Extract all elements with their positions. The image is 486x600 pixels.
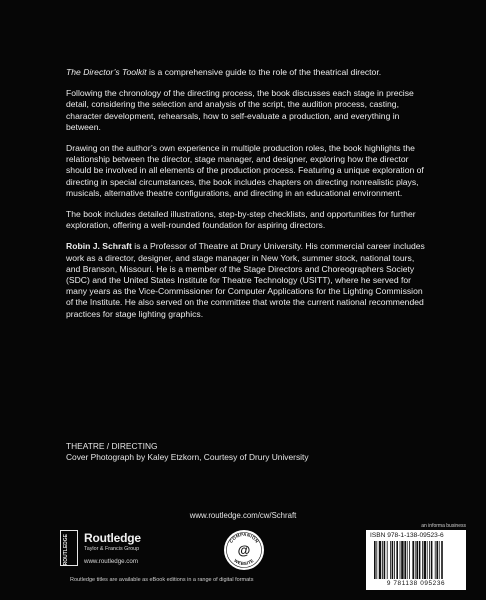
blurb-paragraph-4: The book includes detailed illustrations, step-by-step checklists, and opportunities for further exploration, offering a well-rounded foundation for aspiring directors. bbox=[66, 209, 416, 231]
barcode-icon bbox=[374, 541, 458, 581]
svg-text:@: @ bbox=[237, 542, 251, 558]
informa-tagline: an informa business bbox=[421, 523, 466, 529]
category-block bbox=[66, 441, 426, 463]
companion-website-icon bbox=[222, 528, 266, 572]
routledge-mark-icon bbox=[60, 530, 78, 566]
ebook-note: Routledge titles are available as eBook editions in a range of digital formats bbox=[70, 577, 254, 583]
companion-top-text: COMPANION bbox=[228, 531, 260, 544]
publisher-name: Routledge bbox=[84, 531, 141, 545]
routledge-mark-text: ROUTLEDGE bbox=[63, 534, 69, 566]
publisher-group: Taylor & Francis Group bbox=[84, 546, 140, 552]
author-bio-text: is a Professor of Theatre at Drury University. His commercial career includes work as a director, designer, and stage manager in New York, summer stock, national tours, and Branson, Missouri. He is a member of the Stage Directors and Choreographers Society (SDC) and the United States Institute for Theatre Technology (USITT), where he served for many years as the Vice-Commissioner for Computer Applications for the Lighting Commission of the Institute. He also served on the committee that wrote the current national recommended practices for stage lighting graphics. bbox=[66, 241, 425, 319]
publisher-url[interactable]: www.routledge.com bbox=[84, 558, 138, 565]
photo-credit: Cover Photograph by Kaley Etzkorn, Courtesy of Drury University bbox=[66, 452, 309, 462]
publisher-logo bbox=[60, 530, 190, 570]
isbn-number: ISBN 978-1-138-09523-6 bbox=[370, 532, 444, 539]
companion-bottom-text: WEBSITE bbox=[233, 557, 255, 567]
companion-website-url[interactable]: www.routledge.com/cw/Schraft bbox=[189, 511, 297, 520]
author-name: Robin J. Schraft bbox=[66, 241, 132, 252]
blurb-paragraph-1-text: is a comprehensive guide to the role of the theatrical director. bbox=[146, 67, 382, 77]
barcode-block bbox=[366, 523, 466, 590]
barcode-card bbox=[366, 530, 466, 590]
subject-category: THEATRE / DIRECTING bbox=[66, 441, 158, 451]
author-bio bbox=[66, 241, 426, 319]
blurb-paragraph-3: Drawing on the author’s own experience in multiple production roles, the book highlights the relationship between the director, stage manager, and designer, exploring how the director should be involved in all elements of the production process. Featuring a unique exploration of directing in special circumstances, the book includes chapters on directing nonrealistic plays, musicals, alternative theatre configurations, and directing in an educational environment. bbox=[66, 143, 424, 198]
blurb-text bbox=[66, 67, 426, 330]
barcode-digits: 9 781138 095236 bbox=[386, 580, 446, 587]
book-title: The Director’s Toolkit bbox=[66, 67, 147, 77]
blurb-paragraph-2: Following the chronology of the directing process, the book discusses each stage in precise detail, considering the selection and analysis of the script, the audition process, casting, character development, rehearsals, how to self-evaluate a production, and everything in between. bbox=[66, 88, 414, 132]
blurb-paragraph-1 bbox=[66, 67, 426, 78]
